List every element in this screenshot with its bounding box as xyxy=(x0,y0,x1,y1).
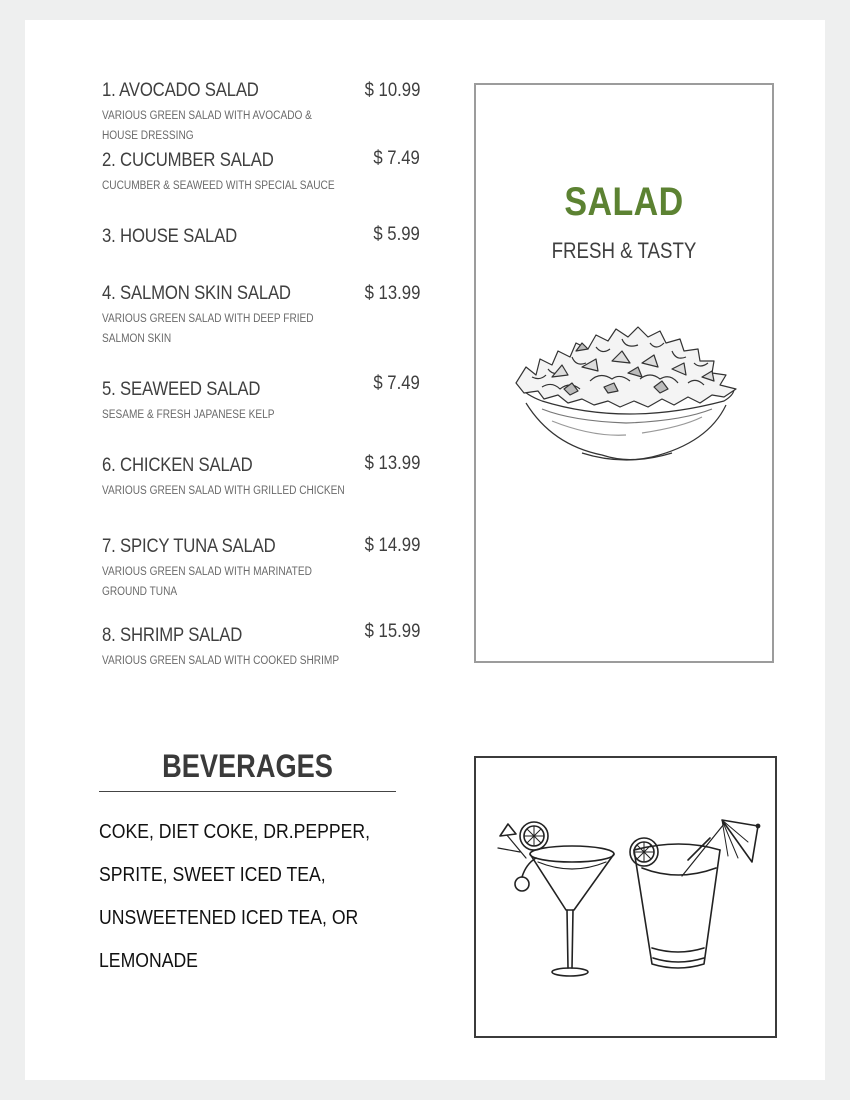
item-price: $ 13.99 xyxy=(364,453,420,474)
item-price: $ 7.49 xyxy=(373,373,420,394)
item-price: $ 15.99 xyxy=(364,621,420,642)
item-name: 8. SHRIMP SALAD xyxy=(102,625,243,646)
item-description: SESAME & FRESH JAPANESE KELP xyxy=(102,409,275,421)
item-description: VARIOUS GREEN SALAD WITH DEEP FRIED SALMON SKIN xyxy=(102,313,314,345)
item-price: $ 5.99 xyxy=(373,224,420,245)
salad-bowl-icon xyxy=(512,317,740,467)
item-name: 2. CUCUMBER SALAD xyxy=(102,150,274,171)
salad-tagline: FRESH & TASTY xyxy=(551,238,697,263)
cocktail-glasses-icon xyxy=(476,758,775,1036)
item-name: 4. SALMON SKIN SALAD xyxy=(102,283,291,304)
item-name: 6. CHICKEN SALAD xyxy=(102,455,253,476)
item-price: $ 7.49 xyxy=(373,148,420,169)
item-price: $ 13.99 xyxy=(364,283,420,304)
item-name: 7. SPICY TUNA SALAD xyxy=(102,536,276,557)
item-name: 3. HOUSE SALAD xyxy=(102,226,238,247)
beverages-heading: BEVERAGES xyxy=(162,748,333,784)
beverages-list: COKE, DIET COKE, DR.PEPPER, SPRITE, SWEET ICED TEA, UNSWEETENED ICED TEA, OR LEMONADE xyxy=(99,820,371,972)
item-name: 1. AVOCADO SALAD xyxy=(102,80,259,101)
item-price: $ 10.99 xyxy=(364,80,420,101)
beverages-divider xyxy=(99,791,396,792)
item-description: VARIOUS GREEN SALAD WITH AVOCADO & HOUSE DRESSING xyxy=(102,110,312,142)
salad-heading: SALAD xyxy=(564,180,684,224)
item-description: VARIOUS GREEN SALAD WITH MARINATED GROUND TUNA xyxy=(102,566,312,598)
salad-feature-panel xyxy=(474,83,774,663)
beverages-illustration-panel xyxy=(474,756,777,1038)
item-price: $ 14.99 xyxy=(364,535,420,556)
item-description: VARIOUS GREEN SALAD WITH GRILLED CHICKEN xyxy=(102,485,345,497)
item-description: VARIOUS GREEN SALAD WITH COOKED SHRIMP xyxy=(102,655,340,667)
item-description: CUCUMBER & SEAWEED WITH SPECIAL SAUCE xyxy=(102,180,335,192)
item-name: 5. SEAWEED SALAD xyxy=(102,379,261,400)
